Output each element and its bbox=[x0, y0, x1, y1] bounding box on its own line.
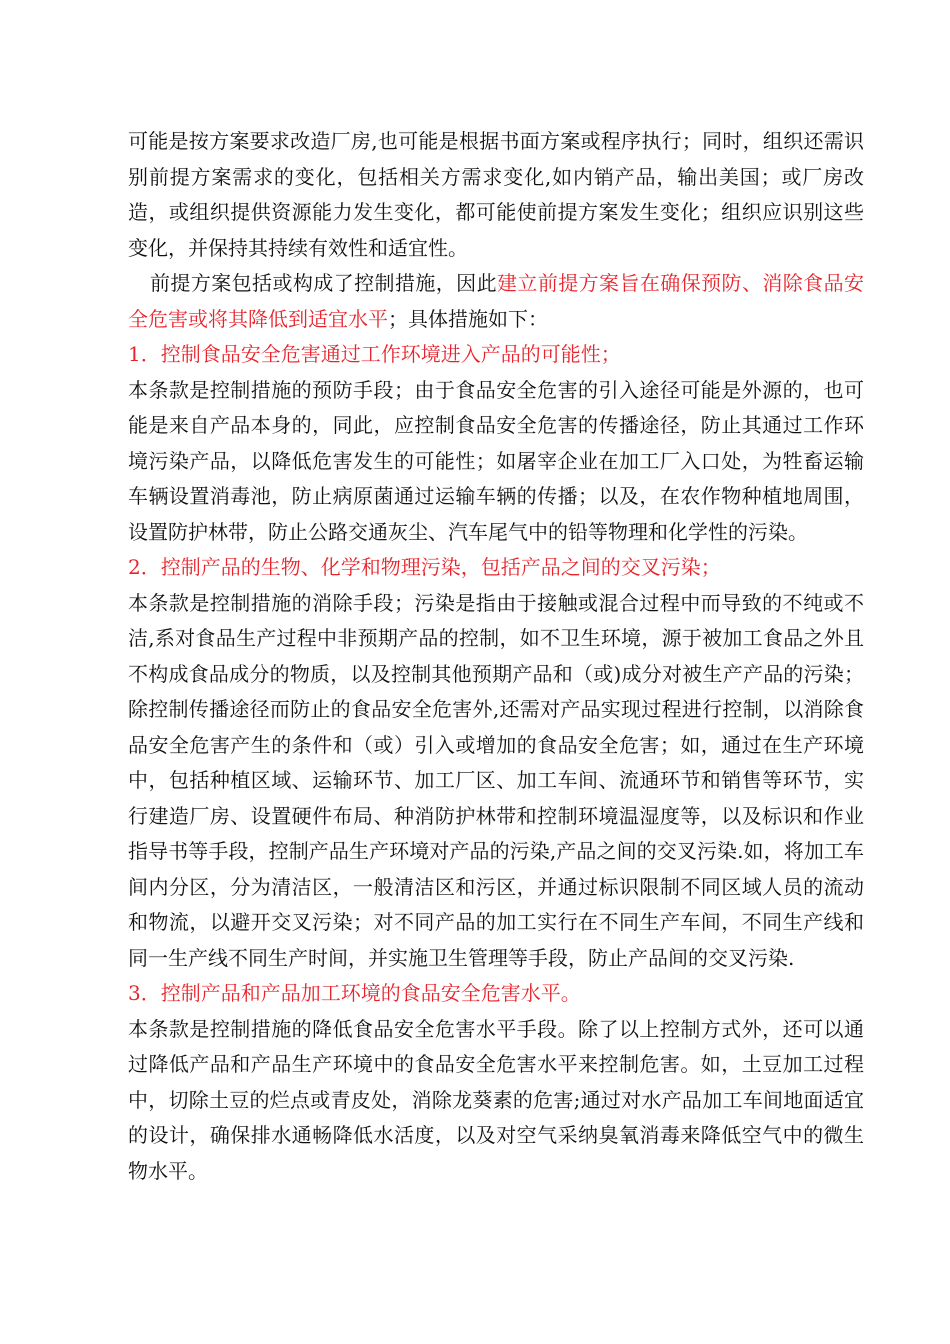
paragraph-2-outro: ；具体措施如下： bbox=[388, 306, 548, 331]
paragraph-2 bbox=[128, 266, 864, 337]
section-body-2: 本条款是控制措施的消除手段；污染是指由于接触或混合过程中而导致的不纯或不洁,系对食品生产过程中非预期产品的控制，如不卫生环境，源于被加工食品之外且不构成食品成分的物质，以及控制其他预期产品和（或)成分对被生产产品的污染；除控制传播途径而防止的食品安全危害外,还需对产品实现过程进行控制，以消除食品安全危害产生的条件和（或）引入或增加的食品安全危害；如，通过在生产环境中，包括种植区域、运输环节、加工厂区、加工车间、流通环节和销售等环节，实行建造厂房、设置硬件布局、种消防护林带和控制环境温湿度等，以及标识和作业指导书等手段，控制产品生产环境对产品的污染,产品之间的交叉污染.如，将加工车间内分区，分为清洁区，一般清洁区和污区，并通过标识限制不同区域人员的流动和物流，以避开交叉污染；对不同产品的加工实行在不同生产车间，不同生产线和同一生产线不同生产时间，并实施卫生管理等手段，防止产品间的交叉污染. bbox=[128, 590, 864, 970]
section-heading-2: 2．控制产品的生物、化学和物理污染，包括产品之间的交叉污染； bbox=[128, 555, 721, 579]
section-body-1: 本条款是控制措施的预防手段；由于食品安全危害的引入途径可能是外源的，也可能是来自产品本身的，同此，应控制食品安全危害的传播途径，防止其通过工作环境污染产品，以降低危害发生的可能性；如屠宰企业在加工厂入口处，为牲畜运输车辆设置消毒池，防止病原菌通过运输车辆的传播；以及，在农作物种植地周围，设置防护林带，防止公路交通灰尘、汽车尾气中的铅等物理和化学性的污染。 bbox=[128, 377, 864, 544]
paragraph-1: 可能是按方案要求改造厂房,也可能是根据书面方案或程序执行；同时，组织还需识别前提方案需求的变化，包括相关方需求变化,如内销产品，输出美国；或厂房改造，或组织提供资源能力发生变化，都可能使前提方案发生变化；组织应识别这些变化，并保持其持续有效性和适宜性。 bbox=[128, 129, 864, 260]
section-body-3: 本条款是控制措施的降低食品安全危害水平手段。除了以上控制方式外，还可以通过降低产品和产品生产环境中的食品安全危害水平来控制危害。如，土豆加工过程中，切除土豆的烂点或青皮处，消除龙葵素的危害;通过对水产品加工车间地面适宜的设计，确保排水通畅降低水活度，以及对空气采纳臭氧消毒来降低空气中的微生物水平。 bbox=[128, 1016, 864, 1183]
section-heading-1: 1．控制食品安全危害通过工作环境进入产品的可能性； bbox=[128, 342, 621, 366]
paragraph-2-highlight: 建立前提方案旨在确保预防、消除食品安全危害或将其降低到适宜水平 bbox=[128, 271, 864, 331]
section-heading-3: 3．控制产品和产品加工环境的食品安全危害水平。 bbox=[128, 981, 581, 1005]
paragraph-2-intro: 前提方案包括或构成了控制措施，因此 bbox=[150, 271, 497, 295]
document-page bbox=[128, 124, 864, 1189]
